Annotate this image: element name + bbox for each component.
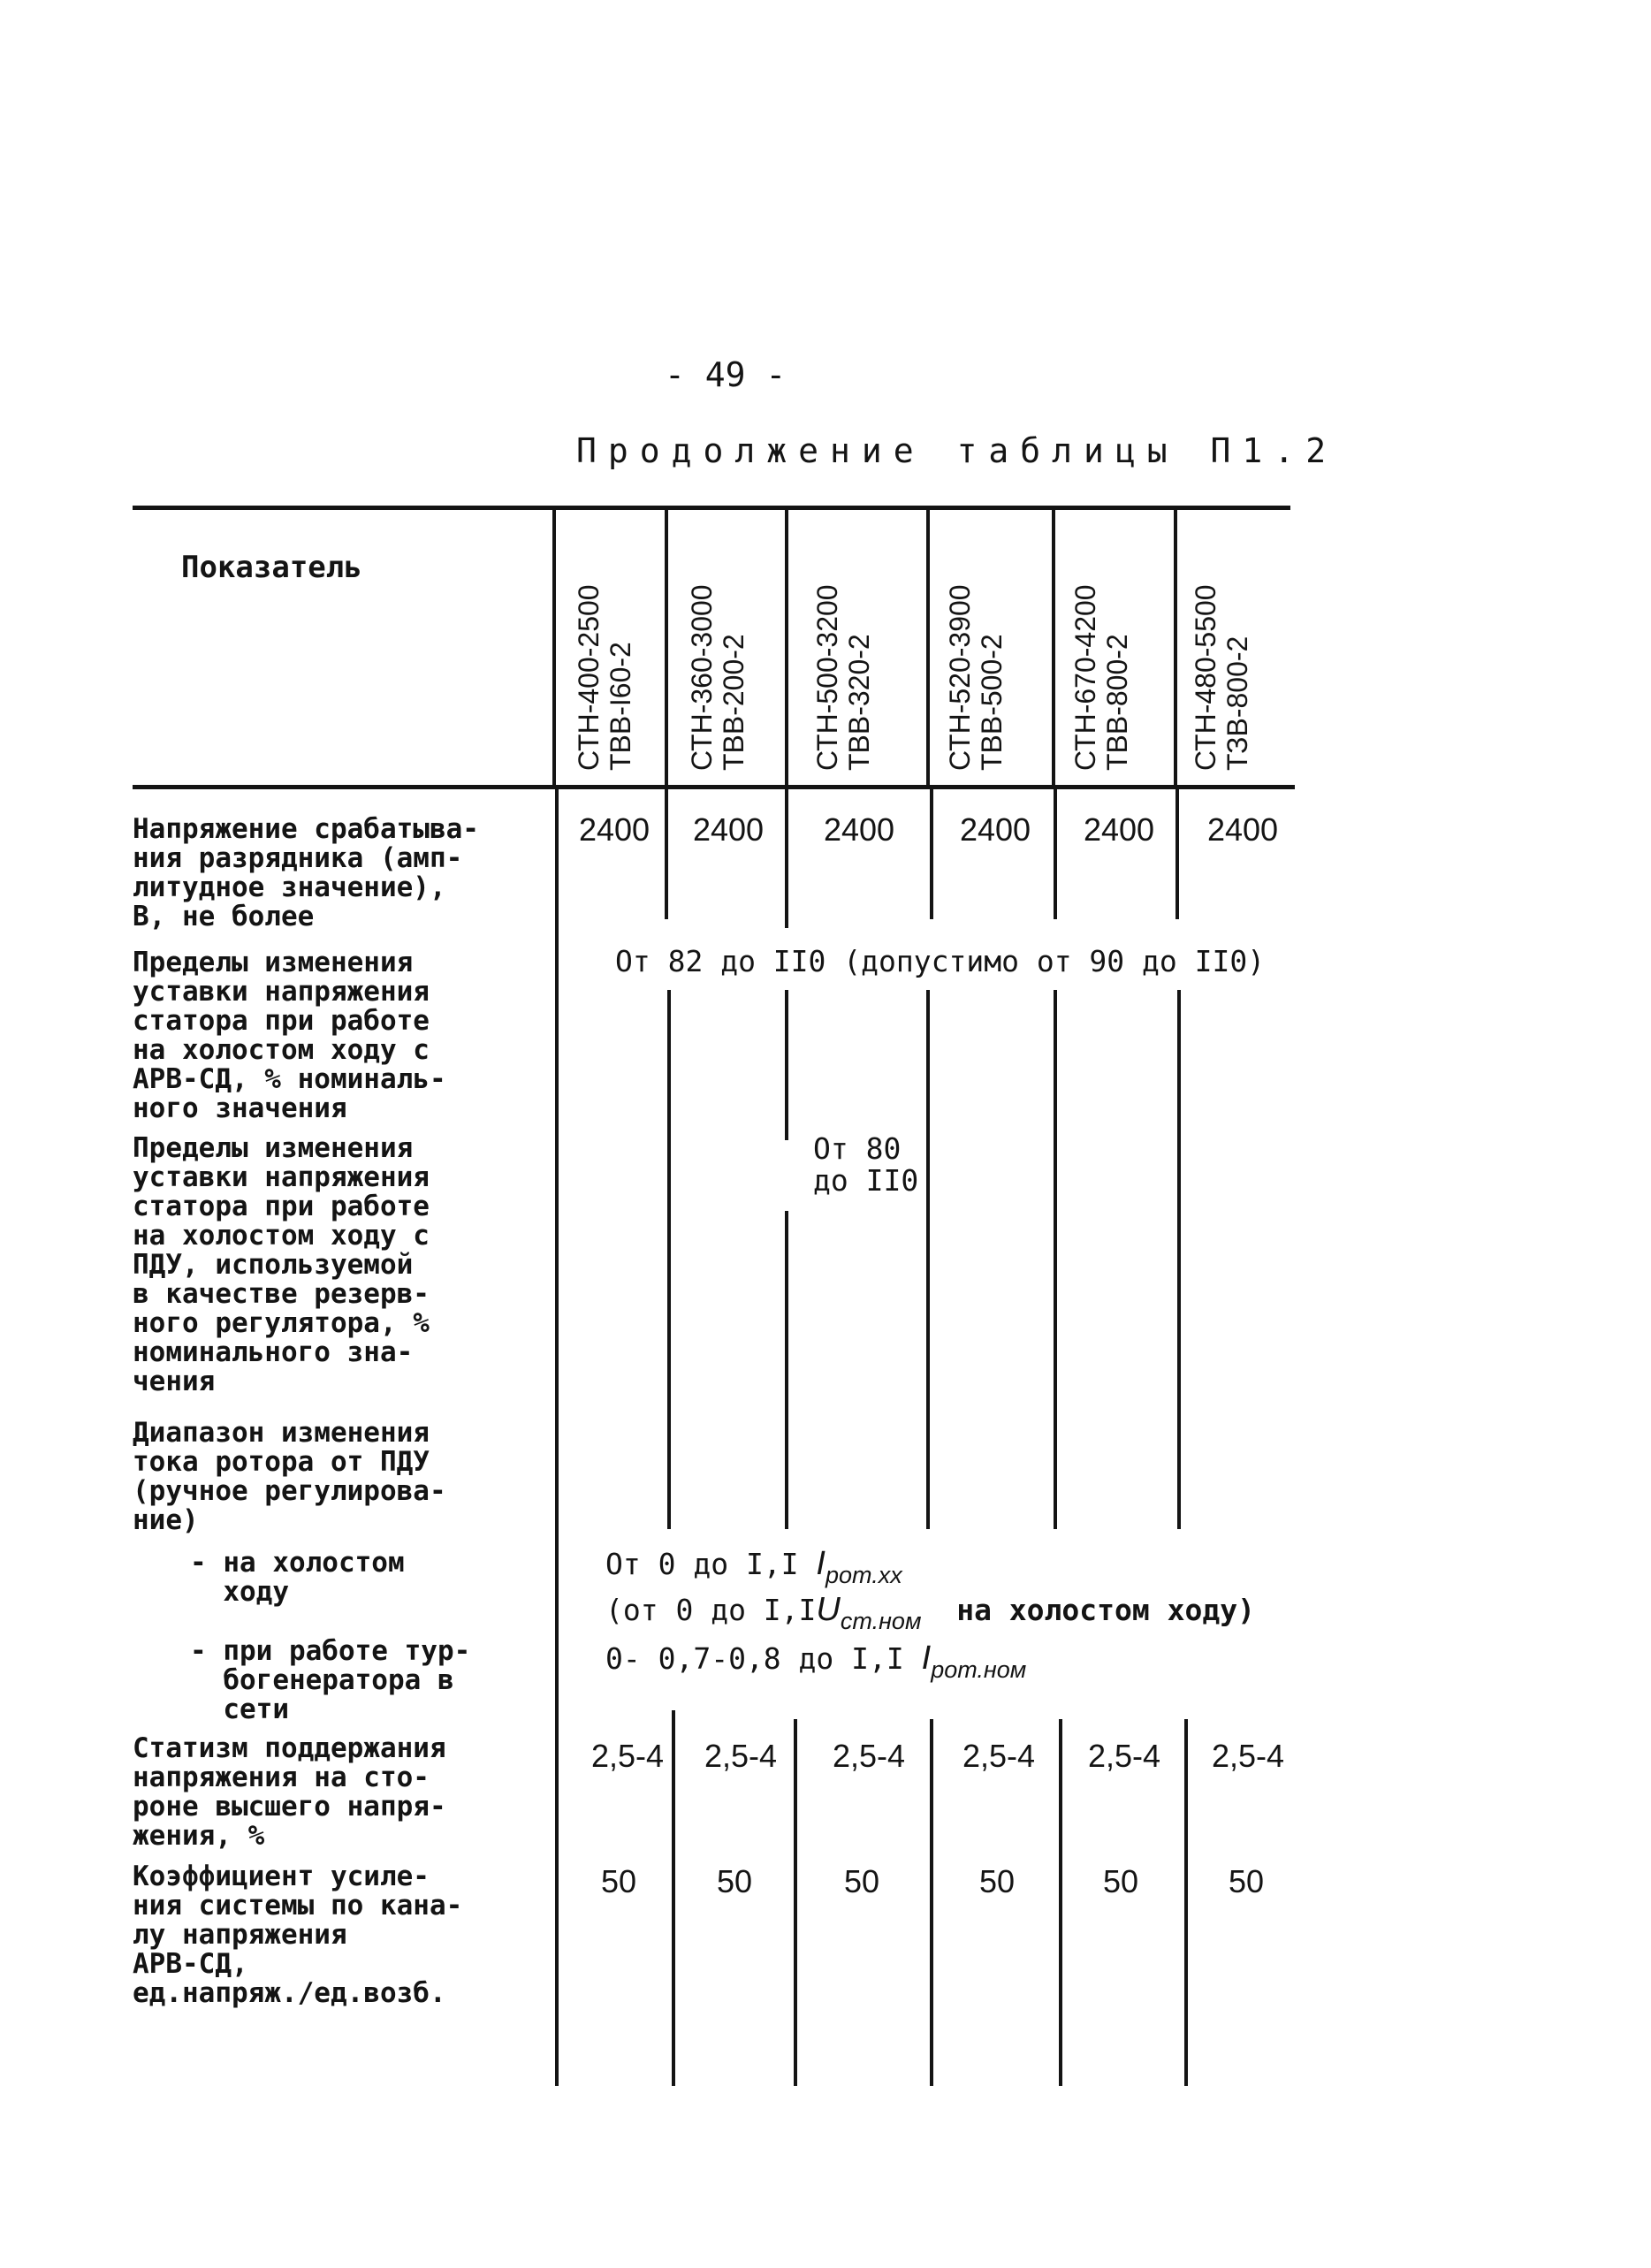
table-cell: 50 xyxy=(978,1863,1016,1899)
table-cell: 2400 xyxy=(692,811,765,848)
column-header-exciter: СТН-520-3900 xyxy=(944,584,976,771)
body-divider xyxy=(665,787,668,919)
body-divider xyxy=(1177,990,1181,1529)
table-cell: 50 xyxy=(1228,1863,1265,1899)
merged-cell-arv-range: От 82 до II0 (допустимо от 90 до II0) xyxy=(615,944,1266,978)
header-divider xyxy=(785,507,788,787)
table-cell: 2400 xyxy=(959,811,1031,848)
body-divider xyxy=(1175,787,1179,919)
table-cell: 2,5-4 xyxy=(832,1738,906,1774)
column-header xyxy=(686,584,749,771)
header-divider xyxy=(1174,507,1177,787)
voltage-symbol: U xyxy=(816,1591,841,1628)
row-label-pdu-range: Пределы изменения уставки напряжения статора при работе на холостом ходу с ПДУ, используемой в качестве резерв- ного регулятора, % номинального зна- чения xyxy=(133,1132,430,1397)
table-cell: 2400 xyxy=(578,811,651,848)
column-header-exciter: СТН-400-2500 xyxy=(573,584,605,771)
table-cell-pdu-range: до II0 xyxy=(813,1163,919,1198)
body-divider xyxy=(794,1719,797,2086)
table-cell: 50 xyxy=(600,1863,637,1899)
column-header-generator: ТВВ-800-2 xyxy=(1101,634,1133,771)
table-cell: 2,5-4 xyxy=(1211,1738,1285,1774)
table-continuation-title: Продолжение таблицы П1.2 xyxy=(576,431,1338,470)
merged-cell-idle xyxy=(605,1545,902,1588)
body-divider xyxy=(1054,787,1057,919)
column-header-exciter: СТН-480-5500 xyxy=(1190,584,1221,771)
current-subscript: рот.ном xyxy=(931,1656,1027,1683)
current-subscript: рот.хх xyxy=(825,1562,902,1588)
row-label-rotor-range: Диапазон изменения тока ротора от ПДУ (ручное регулирова- ние) xyxy=(133,1417,446,1536)
row-label-statism: Статизм поддержания напряжения на сто- роне высшего напря- жения, % xyxy=(133,1732,446,1852)
page-number: - 49 - xyxy=(665,355,787,394)
merged-cell-idle-note xyxy=(605,1591,1255,1634)
table-cell: 50 xyxy=(1102,1863,1139,1899)
merged-cell-grid xyxy=(605,1640,1027,1683)
current-symbol: I xyxy=(816,1545,826,1582)
row-label-gain: Коэффициент усиле- ния системы по кана- лу напряжения АРВ-СД, ед.напряж./ед.возб. xyxy=(133,1861,463,2009)
idle-note-text: (от 0 до I,I xyxy=(605,1593,817,1627)
row-label-voltage: Напряжение срабатыва- ния разрядника (амп- литудное значение), В, не более xyxy=(133,813,479,932)
grid-value-text: 0- 0,7-0,8 до I,I xyxy=(605,1641,922,1676)
header-divider xyxy=(1052,507,1055,787)
body-divider xyxy=(672,1710,675,2086)
table-cell: 2,5-4 xyxy=(1087,1738,1161,1774)
body-divider xyxy=(555,787,559,2086)
row-sublabel-grid: - при работе тур- богенератора в сети xyxy=(190,1635,471,1725)
column-header-generator: ТВВ-500-2 xyxy=(976,634,1008,771)
column-header-exciter: СТН-670-4200 xyxy=(1069,584,1101,771)
current-symbol: I xyxy=(921,1640,932,1677)
body-divider xyxy=(1054,990,1057,1529)
column-header-exciter: СТН-500-3200 xyxy=(811,584,843,771)
table-cell: 50 xyxy=(716,1863,753,1899)
column-header-exciter: СТН-360-3000 xyxy=(686,584,718,771)
body-divider xyxy=(785,787,788,928)
table-header-rule xyxy=(133,785,1295,789)
column-header-generator: ТЗВ-800-2 xyxy=(1221,635,1253,771)
column-header-generator: ТВВ-200-2 xyxy=(718,634,749,771)
row-sublabel-idle: - на холостом ходу xyxy=(190,1547,405,1608)
column-header xyxy=(944,584,1008,771)
column-header xyxy=(1069,584,1133,771)
table-cell: 50 xyxy=(843,1863,880,1899)
column-header-generator: ТВВ-320-2 xyxy=(843,634,875,771)
idle-value-text: От 0 до I,I xyxy=(605,1547,817,1581)
table-cell: 2,5-4 xyxy=(590,1738,665,1774)
table-cell: 2400 xyxy=(1083,811,1155,848)
row-label-arv-range: Пределы изменения уставки напряжения статора при работе на холостом ходу с АРВ-СД, % номиналь- ного значения xyxy=(133,947,446,1124)
body-divider xyxy=(930,1719,933,2086)
column-header xyxy=(1190,584,1253,771)
header-divider xyxy=(552,507,556,787)
table-cell: 2400 xyxy=(823,811,895,848)
column-header xyxy=(573,584,636,771)
table-cell: 2,5-4 xyxy=(962,1738,1036,1774)
table-cell-pdu-range: От 80 xyxy=(813,1131,902,1166)
column-header xyxy=(811,584,875,771)
table-cell: 2,5-4 xyxy=(704,1738,778,1774)
body-divider xyxy=(785,990,788,1140)
body-divider xyxy=(926,990,930,1529)
body-divider xyxy=(1184,1719,1188,2086)
header-divider xyxy=(926,507,930,787)
column-header-indicator: Показатель xyxy=(181,550,362,585)
body-divider xyxy=(785,1211,788,1529)
table-cell: 2400 xyxy=(1206,811,1279,848)
body-divider xyxy=(1059,1719,1062,2086)
header-divider xyxy=(665,507,668,787)
body-divider xyxy=(930,787,933,919)
voltage-subscript: ст.ном xyxy=(840,1608,922,1634)
idle-note-suffix: на холостом ходу) xyxy=(956,1593,1255,1627)
body-divider xyxy=(667,990,671,1529)
column-header-generator: ТВВ-I60-2 xyxy=(605,642,636,771)
table-top-rule xyxy=(133,506,1290,510)
